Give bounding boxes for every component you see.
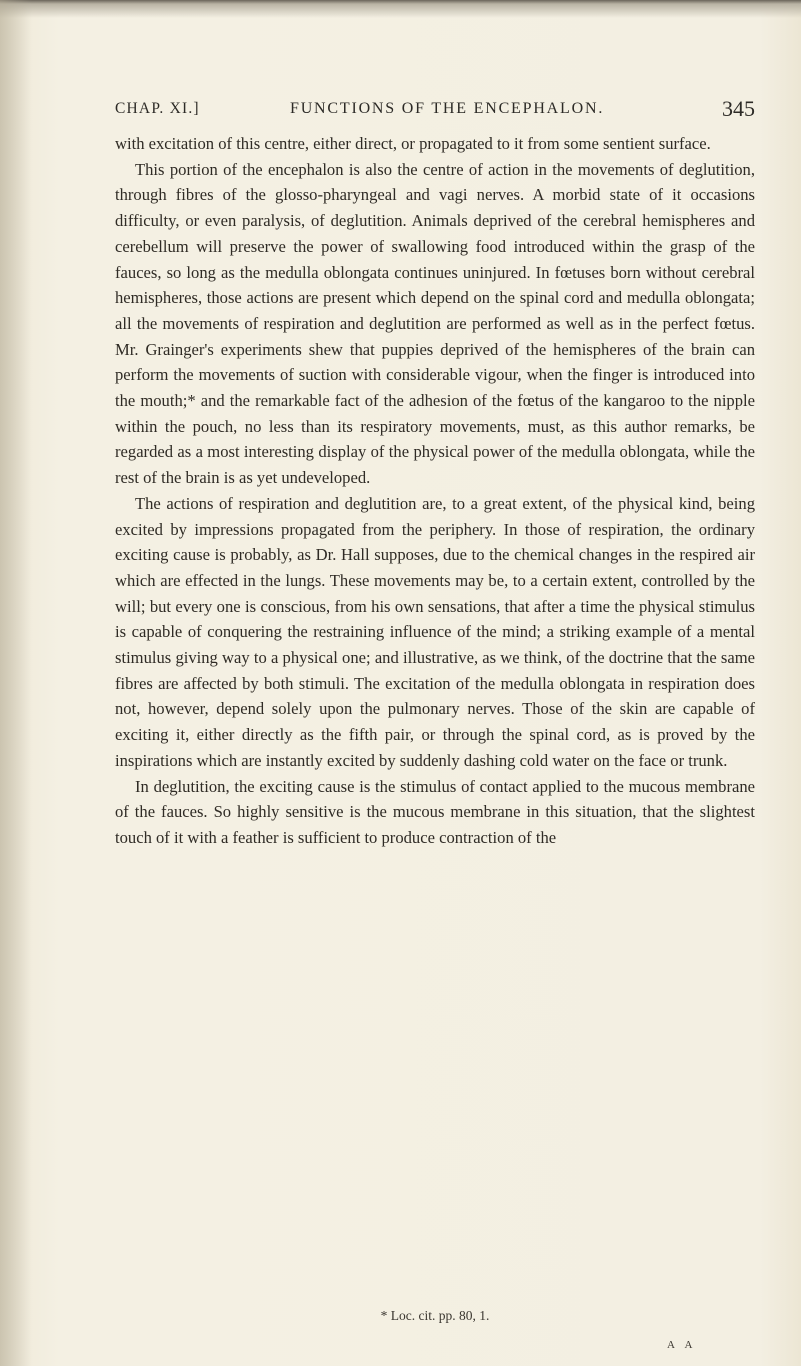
running-header	[115, 96, 755, 126]
page-top-shadow	[0, 0, 801, 18]
footnote: * Loc. cit. pp. 80, 1.	[380, 1308, 490, 1323]
paragraph: The actions of respiration and deglutition are, to a great extent, of the physical kind, being excited by impressions propagated from the periphery. In those of respiration, the ordinary exciting cause is probably, as Dr. Hall supposes, due to the chemical changes in the respired air which are effected in the lungs. These movements may be, to a certain extent, controlled by the will; but every one is conscious, from his own sensations, that after a time the physical stimulus is capable of conquering the restraining influence of the mind; a striking example of a mental stimulus giving way to a physical one; and illustrative, as we think, of the doctrine that the same fibres are affected by both stimuli. The excitation of the medulla oblongata in respiration does not, however, depend solely upon the pulmonary nerves. Those of the skin are capable of exciting it, either directly as the fifth pair, or through the spinal cord, as is proved by the inspirations which are instantly excited by suddenly dashing cold water on the face or trunk.	[115, 493, 755, 770]
paragraph: This portion of the encephalon is also the centre of action in the movements of deglutition, through fibres of the glosso-pharyngeal and vagi nerves. A morbid state of it occasions difficulty, or even paralysis, of deglutition. Animals deprived of the cerebral hemispheres and cerebellum will preserve the power of swallowing food introduced within the grasp of the fauces, so long as the medulla oblongata continues uninjured. In fœtuses born without cerebral hemispheres, those actions are present which depend on the spinal cord and medulla oblongata; all the movements of respiration and deglutition are performed as well as in the perfect fœtus. Mr. Grainger's experiments shew that puppies deprived of the hemispheres of the brain can perform the movements of suction with considerable vigour, when the finger is introduced into the mouth;* and the remarkable fact of the adhesion of the fœtus of the kangaroo to the nipple within the pouch, no less than its respiratory movements, must, as this author remarks, be regarded as a most interesting display of the physical power of the medulla oblongata, while the rest of the brain is as yet undeveloped.	[115, 159, 755, 488]
paragraph: In deglutition, the exciting cause is the stimulus of contact applied to the mucous membrane of the fauces. So highly sensitive is the mucous membrane in this situation, that the slightest touch of it with a feather is sufficient to produce contraction of the	[115, 776, 755, 847]
page-number: 345	[722, 96, 755, 121]
running-title: FUNCTIONS OF THE ENCEPHALON.	[290, 100, 605, 117]
body-text	[115, 131, 755, 851]
signature-mark: A A	[667, 1339, 697, 1351]
chapter-label: CHAP. XI.]	[115, 100, 200, 117]
page-gutter-shadow	[0, 0, 32, 1366]
paragraph: with excitation of this centre, either direct, or propagated to it from some sentient surface.	[115, 134, 711, 153]
